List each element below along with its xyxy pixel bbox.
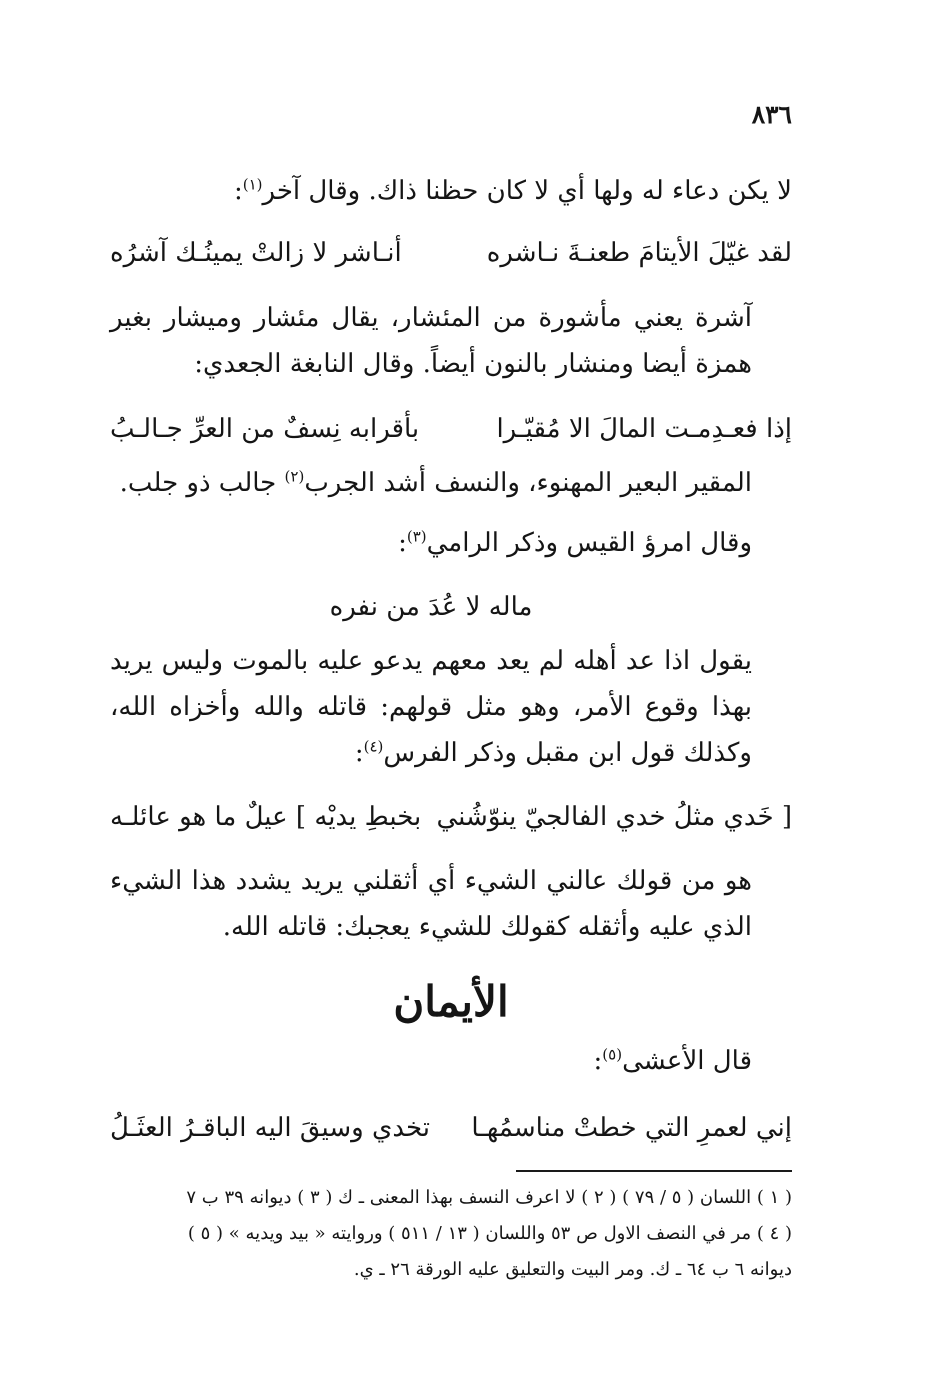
footnote-ref-1: (١) bbox=[242, 175, 263, 194]
verse-3: ماله لا عُدَ من نفره bbox=[329, 592, 533, 622]
paragraph-1: لا يكن دعاء له ولها أي لا كان حظنا ذاك. وقال آخر$^{(١)}$: bbox=[233, 175, 792, 206]
footnote-line: ديوانه ٦ ب ٦٤ ـ ك. ومر البيت والتعليق عليه الورقة ٢٦ ـ ي. bbox=[353, 1259, 792, 1280]
paragraph-4: وقال امرؤ القيس وذكر الرامي$^{(٣)}$: bbox=[398, 527, 752, 558]
verse-1-first: لقد غيّلَ الأيتامَ طعنـةَ نـاشره bbox=[486, 238, 792, 268]
verse-2 bbox=[110, 406, 792, 452]
footnote-divider bbox=[516, 1170, 792, 1172]
verse-1 bbox=[110, 230, 792, 276]
paragraph-2: آشرة يعني مأشورة من المئشار، يقال مئشار وميشار بغير همزة أيضا ومنشار بالنون أيضاً. وقال النابغة الجعدي: bbox=[110, 303, 752, 379]
section-heading: الأيمان bbox=[393, 977, 509, 1026]
verse-4 bbox=[110, 794, 792, 840]
footnotes bbox=[110, 1180, 792, 1288]
verse-4-first: [ خَدي مثلُ خدي الفالجيّ ينوّشُني bbox=[436, 802, 792, 832]
footnote-ref-4: (٤) bbox=[363, 737, 384, 756]
verse-2-first: إذا فعـدِمـت المالَ الا مُقيّـرا bbox=[496, 414, 792, 444]
verse-5 bbox=[110, 1105, 792, 1151]
footnote-ref-5: (٥) bbox=[602, 1045, 623, 1064]
footnote-ref-3: (٣) bbox=[406, 527, 427, 546]
footnote-ref-2: (٢) bbox=[284, 467, 305, 486]
page-number: ٨٣٦ bbox=[751, 100, 792, 129]
verse-4-second: بخبطِ يديْه ] عيلٌ ما هو عائلـه bbox=[110, 802, 422, 832]
verse-2-second: بأقرابه نِسفٌ من العرِّ جـالـبُ bbox=[110, 414, 420, 444]
footnote-line: ( ١ ) اللسان ( ٥ / ٧٩ ) ( ٢ ) لا اعرف النسف بهذا المعنى ـ ك ( ٣ ) ديوانه ٣٩ ب ٧ bbox=[186, 1187, 792, 1208]
paragraph-5: يقول اذا عد أهله لم يعد معهم يدعو عليه بالموت وليس يريد بهذا وقوع الأمر، وهو مثل قولهم: قاتله والله وأخزاه الله، وكذلك قول ابن مقبل وذكر الفرس$^{(٤)}$: bbox=[110, 646, 752, 768]
verse-1-second: أنـاشر لا زالتْ يمينُـك آشرُه bbox=[110, 238, 402, 268]
paragraph-7: قال الأعشى$^{(٥)}$: bbox=[593, 1045, 752, 1076]
paragraph-6: هو من قولك عالني الشيء أي أثقلني يريد يشدد هذا الشيء الذي عليه وأثقله كقولك للشيء يعجبك: قاتله الله. bbox=[110, 866, 752, 942]
paragraph-3: المقير البعير المهنوء، والنسف أشد الجرب$^{(٢)}$ جالب ذو جلب. bbox=[119, 467, 752, 498]
footnote-line: ( ٤ ) مر في النصف الاول ص ٥٣ واللسان ( ١٣ / ٥١١ ) وروايته « بيد ويديه » ( ٥ ) bbox=[187, 1223, 792, 1244]
verse-5-first: إني لعمرِ التي خطتْ مناسمُهـا bbox=[471, 1113, 792, 1143]
verse-5-second: تخدي وسيقَ اليه الباقـرُ العثَـلُ bbox=[110, 1113, 431, 1143]
